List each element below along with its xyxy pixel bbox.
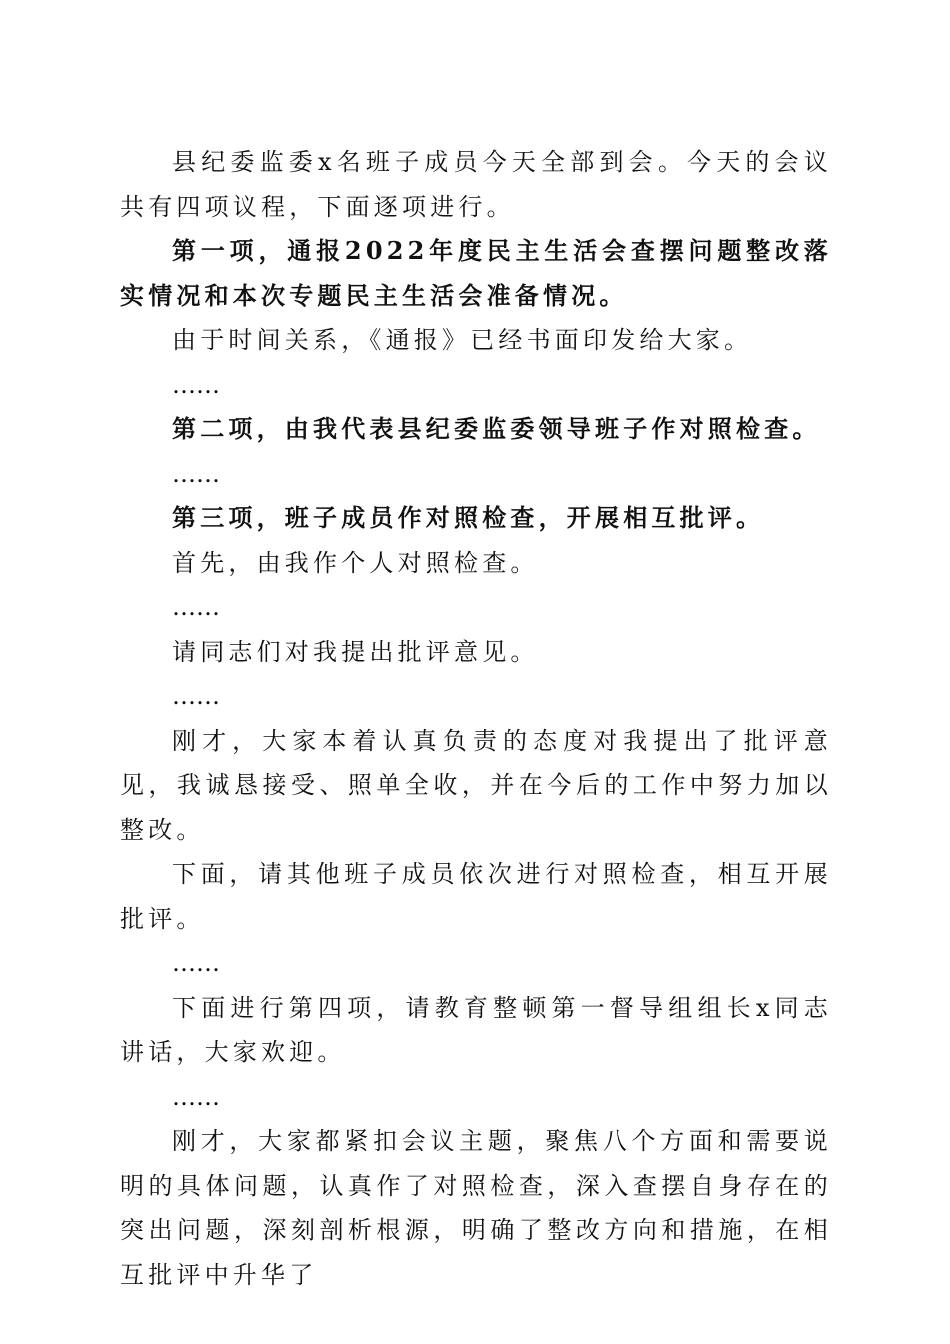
paragraph-item-three: 第三项，班子成员作对照检查，开展相互批评。 [172,503,765,532]
document-body [120,140,832,1297]
paragraph-others-check: 下面，请其他班子成员依次进行对照检查，相互开展批评。 [120,860,832,933]
paragraph-self-check: 首先，由我作个人对照检查。 [172,548,539,577]
paragraph-summary: 刚才，大家都紧扣会议主题，聚焦八个方面和需要说明的具体问题，认真作了对照检查，深入查摆自身存在的突出问题，深刻剖析根源，明确了整改方向和措施，在相互批评中升华了 [120,1127,832,1289]
paragraph-request-criticism: 请同志们对我提出批评意见。 [172,637,539,666]
ellipsis-3: …… [172,593,220,621]
paragraph-accept-criticism: 刚才，大家本着认真负责的态度对我提出了批评意见，我诚恳接受、照单全收，并在今后的工作中努力加以整改。 [120,726,832,844]
paragraph-item-two: 第二项，由我代表县纪委监委领导班子作对照检查。 [172,414,821,443]
ellipsis-6: …… [172,1082,220,1111]
paragraph-item-one: 第一项，通报2022年度民主生活会查摆问题整改落实情况和本次专题民主生活会准备情况。 [120,236,832,310]
ellipsis-1: …… [172,370,220,399]
ellipsis-2: …… [172,459,220,488]
paragraph-report-note: 由于时间关系，《通报》已经书面印发给大家。 [172,326,753,354]
ellipsis-5: …… [172,949,220,977]
ellipsis-4: …… [172,682,220,710]
paragraph-attendance: 县纪委监委x名班子成员今天全部到会。今天的会议共有四项议程，下面逐项进行。 [120,148,832,221]
paragraph-item-four: 下面进行第四项，请教育整顿第一督导组组长x同志讲话，大家欢迎。 [120,993,832,1066]
